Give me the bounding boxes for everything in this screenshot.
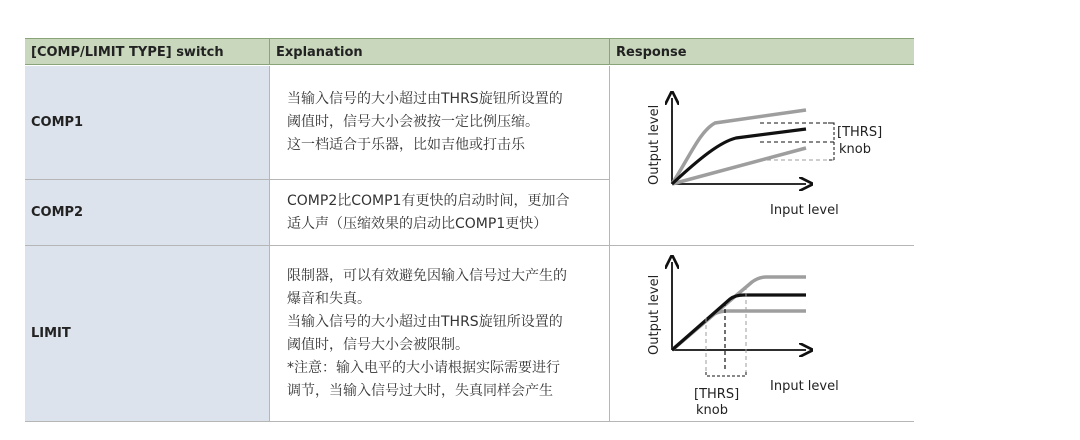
row-label-comp1: COMP1 (25, 66, 270, 179)
limit-response-graph (610, 246, 914, 421)
header-explanation: Explanation (270, 38, 610, 65)
row-explanation-limit (270, 246, 610, 421)
curve-main (672, 295, 806, 350)
text-line: 调节，当输入信号过大时，失真同样会产生 (287, 382, 553, 399)
limit-response-svg (610, 246, 914, 421)
threshold-label-1: [THRS] (837, 125, 883, 140)
threshold-label-2: knob (839, 142, 871, 157)
curve-upper (672, 277, 806, 350)
text-line: 适人声（压缩效果的启动比COMP1更快） (287, 215, 548, 232)
text-line: 这一档适合于乐器，比如吉他或打击乐 (287, 137, 525, 153)
row-explanation-comp1 (270, 66, 610, 179)
header-switch: [COMP/LIMIT TYPE] switch (25, 38, 270, 65)
comp-response-svg (610, 66, 914, 245)
comp-response-graph (610, 66, 914, 245)
header-response: Response (610, 38, 914, 65)
threshold-label-1: [THRS] (694, 387, 740, 402)
y-axis-label: Output level (647, 274, 662, 355)
text-line: COMP2比COMP1有更快的启动时间，更加合 (287, 192, 570, 209)
threshold-label-2: knob (696, 403, 728, 418)
table-bottom-border (25, 421, 914, 422)
text-line: 阈值时，信号大小会被按一定比例压缩。 (287, 114, 539, 130)
x-axis-label: Input level (770, 379, 839, 394)
threshold-bracket (706, 372, 746, 376)
y-axis-label: Output level (647, 104, 662, 185)
text-line: 阈值时，信号大小会被限制。 (287, 336, 469, 353)
text-line: 当输入信号的大小超过由THRS旋钮所设置的 (287, 313, 563, 330)
row-explanation-comp2 (270, 180, 610, 245)
row-label-comp2: COMP2 (25, 180, 270, 245)
row-label-limit: LIMIT (25, 246, 270, 421)
text-line: 爆音和失真。 (287, 290, 371, 307)
curve-main (672, 129, 806, 184)
text-line: *注意：输入电平的大小请根据实际需要进行 (287, 359, 560, 376)
text-line: 当输入信号的大小超过由THRS旋钮所设置的 (287, 91, 563, 107)
x-axis-label: Input level (770, 203, 839, 218)
text-line: 限制器，可以有效避免因输入信号过大产生的 (287, 267, 567, 284)
curve-upper (672, 110, 806, 184)
